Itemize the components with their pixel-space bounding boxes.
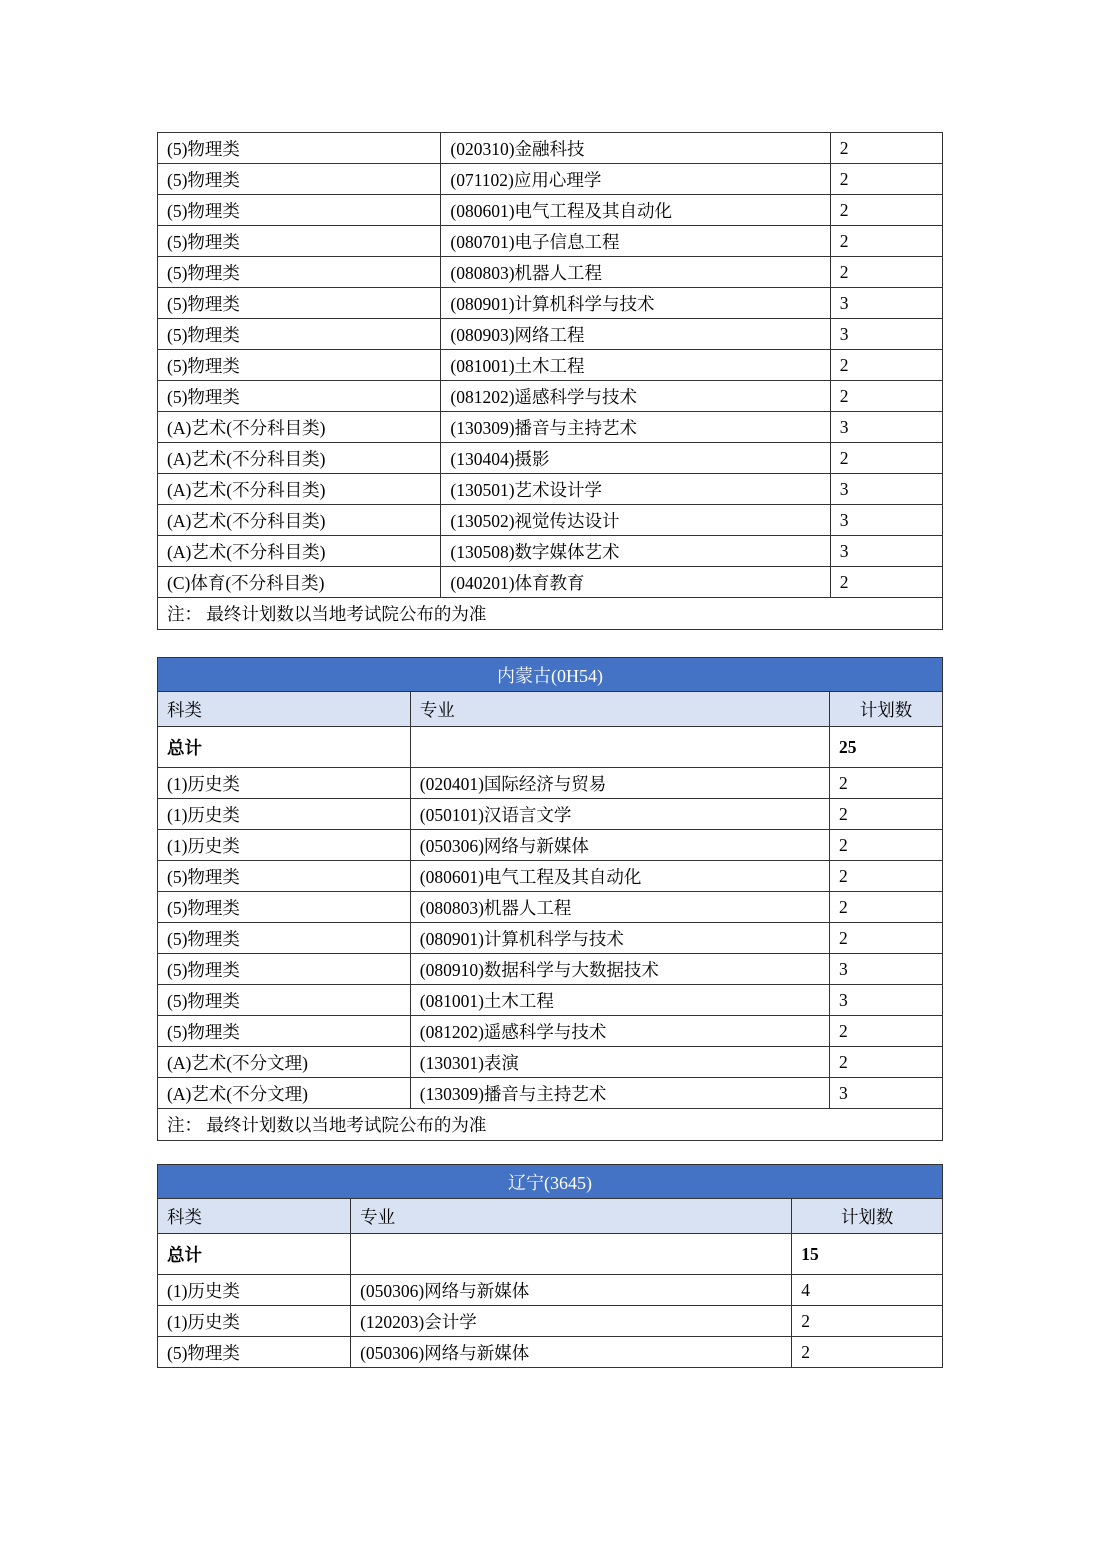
cell-category: (1)历史类 — [158, 1306, 351, 1337]
cell-category: (5)物理类 — [158, 861, 411, 892]
cell-major: (130501)艺术设计学 — [441, 474, 830, 505]
table-row — [158, 1016, 943, 1047]
cell-plan: 2 — [829, 1047, 942, 1078]
cell-plan: 2 — [830, 164, 942, 195]
cell-category: (5)物理类 — [158, 923, 411, 954]
cell-major: (020401)国际经济与贸易 — [410, 768, 829, 799]
table-row — [158, 799, 943, 830]
cell-plan: 2 — [829, 768, 942, 799]
cell-category: (1)历史类 — [158, 830, 411, 861]
table-row — [158, 164, 943, 195]
cell-major: (081001)土木工程 — [441, 350, 830, 381]
table-row — [158, 1275, 943, 1306]
cell-category: (5)物理类 — [158, 226, 441, 257]
cell-major: (080701)电子信息工程 — [441, 226, 830, 257]
column-header-plan: 计划数 — [792, 1199, 943, 1234]
table-row — [158, 412, 943, 443]
cell-plan: 3 — [830, 412, 942, 443]
table-row — [158, 350, 943, 381]
table-row — [158, 892, 943, 923]
table-row — [158, 1337, 943, 1368]
cell-category: (5)物理类 — [158, 892, 411, 923]
cell-major: (081001)土木工程 — [410, 985, 829, 1016]
cell-major: (080601)电气工程及其自动化 — [441, 195, 830, 226]
cell-category: (5)物理类 — [158, 164, 441, 195]
plan-table-continued — [157, 132, 943, 630]
total-row — [158, 1234, 943, 1275]
cell-category: (A)艺术(不分科目类) — [158, 536, 441, 567]
cell-plan: 2 — [829, 923, 942, 954]
cell-plan: 3 — [830, 319, 942, 350]
table-row — [158, 536, 943, 567]
cell-major: (130309)播音与主持艺术 — [410, 1078, 829, 1109]
cell-plan: 3 — [830, 474, 942, 505]
cell-category: (5)物理类 — [158, 1337, 351, 1368]
province-title: 内蒙古(0H54) — [158, 658, 943, 692]
cell-major: (080901)计算机科学与技术 — [410, 923, 829, 954]
cell-plan: 2 — [792, 1337, 943, 1368]
column-header-plan: 计划数 — [829, 692, 942, 727]
table-note-row — [158, 598, 943, 630]
total-empty-cell — [351, 1234, 792, 1275]
cell-plan: 2 — [830, 381, 942, 412]
cell-plan: 3 — [829, 1078, 942, 1109]
cell-category: (5)物理类 — [158, 257, 441, 288]
cell-plan: 2 — [830, 567, 942, 598]
column-header-row — [158, 692, 943, 727]
cell-major: (040201)体育教育 — [441, 567, 830, 598]
table-row — [158, 257, 943, 288]
cell-plan: 2 — [830, 443, 942, 474]
table-note: 注： 最终计划数以当地考试院公布的为准 — [158, 598, 943, 630]
cell-plan: 2 — [830, 257, 942, 288]
cell-category: (5)物理类 — [158, 195, 441, 226]
cell-major: (050306)网络与新媒体 — [351, 1275, 792, 1306]
cell-major: (120203)会计学 — [351, 1306, 792, 1337]
cell-major: (130309)播音与主持艺术 — [441, 412, 830, 443]
cell-plan: 2 — [829, 1016, 942, 1047]
table-row — [158, 226, 943, 257]
cell-category: (5)物理类 — [158, 954, 411, 985]
column-header-category: 科类 — [158, 692, 411, 727]
cell-major: (050306)网络与新媒体 — [410, 830, 829, 861]
table-row — [158, 985, 943, 1016]
table-row — [158, 923, 943, 954]
cell-major: (080601)电气工程及其自动化 — [410, 861, 829, 892]
column-header-category: 科类 — [158, 1199, 351, 1234]
province-title: 辽宁(3645) — [158, 1165, 943, 1199]
cell-category: (A)艺术(不分科目类) — [158, 505, 441, 536]
column-header-major: 专业 — [410, 692, 829, 727]
cell-major: (130301)表演 — [410, 1047, 829, 1078]
total-value: 15 — [792, 1234, 943, 1275]
total-empty-cell — [410, 727, 829, 768]
cell-category: (5)物理类 — [158, 381, 441, 412]
total-value: 25 — [829, 727, 942, 768]
cell-category: (5)物理类 — [158, 1016, 411, 1047]
table-row — [158, 768, 943, 799]
cell-category: (5)物理类 — [158, 350, 441, 381]
cell-plan: 2 — [830, 133, 942, 164]
total-label: 总计 — [158, 727, 411, 768]
cell-major: (050306)网络与新媒体 — [351, 1337, 792, 1368]
cell-category: (A)艺术(不分文理) — [158, 1078, 411, 1109]
table-row — [158, 954, 943, 985]
cell-major: (081202)遥感科学与技术 — [410, 1016, 829, 1047]
table-row — [158, 1306, 943, 1337]
table-row — [158, 443, 943, 474]
cell-major: (080901)计算机科学与技术 — [441, 288, 830, 319]
table-note: 注： 最终计划数以当地考试院公布的为准 — [158, 1109, 943, 1141]
table-row — [158, 381, 943, 412]
cell-category: (1)历史类 — [158, 768, 411, 799]
cell-major: (020310)金融科技 — [441, 133, 830, 164]
table-row — [158, 133, 943, 164]
page-content — [157, 132, 943, 1368]
cell-plan: 3 — [829, 954, 942, 985]
column-header-major: 专业 — [351, 1199, 792, 1234]
table-row — [158, 1047, 943, 1078]
cell-category: (1)历史类 — [158, 1275, 351, 1306]
table-row — [158, 319, 943, 350]
cell-plan: 2 — [830, 226, 942, 257]
cell-major: (080903)网络工程 — [441, 319, 830, 350]
table-row — [158, 195, 943, 226]
cell-plan: 3 — [830, 505, 942, 536]
cell-category: (5)物理类 — [158, 288, 441, 319]
plan-table-liaoning — [157, 1164, 943, 1368]
table-row — [158, 830, 943, 861]
column-header-row — [158, 1199, 943, 1234]
cell-plan: 3 — [829, 985, 942, 1016]
cell-plan: 2 — [830, 195, 942, 226]
table-row — [158, 474, 943, 505]
cell-category: (A)艺术(不分文理) — [158, 1047, 411, 1078]
cell-major: (130502)视觉传达设计 — [441, 505, 830, 536]
table-row — [158, 505, 943, 536]
cell-category: (A)艺术(不分科目类) — [158, 412, 441, 443]
table-row — [158, 861, 943, 892]
cell-category: (A)艺术(不分科目类) — [158, 443, 441, 474]
cell-plan: 2 — [829, 830, 942, 861]
cell-category: (C)体育(不分科目类) — [158, 567, 441, 598]
cell-major: (130508)数字媒体艺术 — [441, 536, 830, 567]
cell-plan: 2 — [830, 350, 942, 381]
table-row — [158, 288, 943, 319]
cell-category: (A)艺术(不分科目类) — [158, 474, 441, 505]
cell-plan: 2 — [792, 1306, 943, 1337]
cell-category: (5)物理类 — [158, 319, 441, 350]
total-row — [158, 727, 943, 768]
cell-category: (1)历史类 — [158, 799, 411, 830]
cell-plan: 4 — [792, 1275, 943, 1306]
province-title-row — [158, 658, 943, 692]
cell-plan: 2 — [829, 861, 942, 892]
cell-category: (5)物理类 — [158, 133, 441, 164]
table-note-row — [158, 1109, 943, 1141]
cell-major: (071102)应用心理学 — [441, 164, 830, 195]
cell-major: (050101)汉语言文学 — [410, 799, 829, 830]
plan-table-neimenggu — [157, 657, 943, 1141]
cell-plan: 2 — [829, 799, 942, 830]
table-row — [158, 1078, 943, 1109]
cell-plan: 3 — [830, 536, 942, 567]
cell-major: (081202)遥感科学与技术 — [441, 381, 830, 412]
cell-category: (5)物理类 — [158, 985, 411, 1016]
cell-major: (130404)摄影 — [441, 443, 830, 474]
cell-plan: 3 — [830, 288, 942, 319]
total-label: 总计 — [158, 1234, 351, 1275]
province-title-row — [158, 1165, 943, 1199]
table-row — [158, 567, 943, 598]
cell-major: (080910)数据科学与大数据技术 — [410, 954, 829, 985]
cell-major: (080803)机器人工程 — [410, 892, 829, 923]
cell-plan: 2 — [829, 892, 942, 923]
cell-major: (080803)机器人工程 — [441, 257, 830, 288]
